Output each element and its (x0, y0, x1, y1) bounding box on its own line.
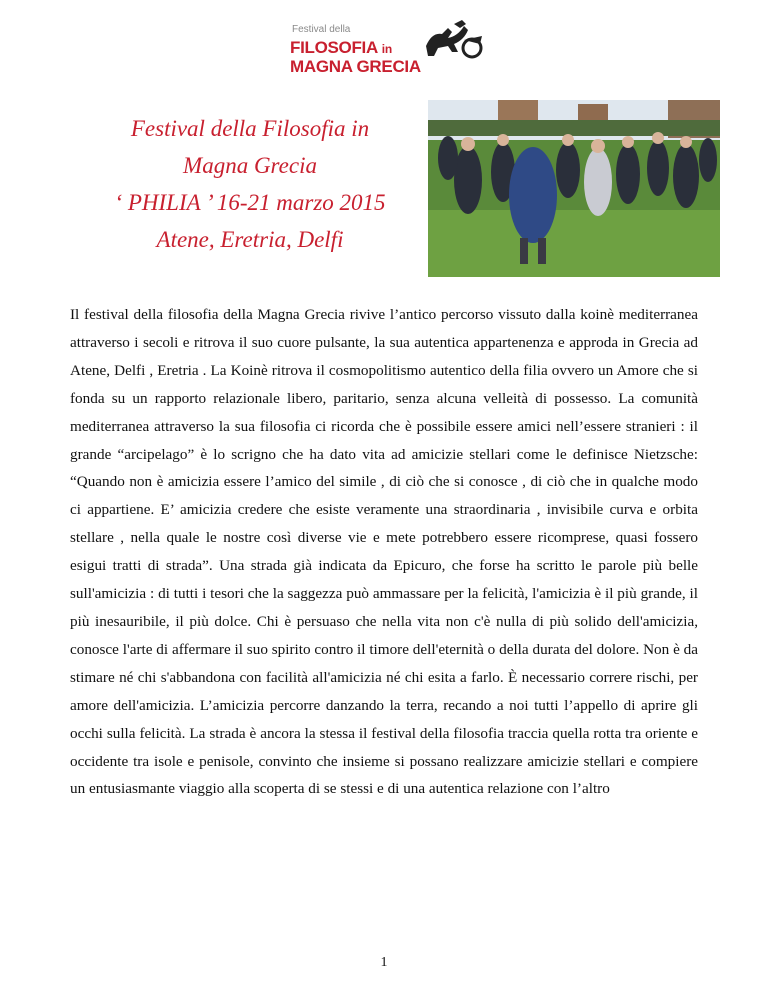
festival-logo (288, 18, 488, 80)
title-line-3: ‘ PHILIA ’ 16-21 marzo 2015 (114, 190, 386, 215)
logo-line-1: FILOSOFIA in (290, 38, 392, 57)
title-line-4: Atene, Eretria, Delfi (156, 227, 344, 252)
festival-title (70, 110, 430, 258)
logo-small-text: Festival della (292, 24, 351, 35)
festival-photo (428, 100, 720, 277)
chariot-icon (418, 18, 488, 60)
page-number: 1 (380, 955, 388, 970)
body-paragraph: Il festival della filosofia della Magna Grecia rivive l’antico percorso vissuto dalla koinè mediterranea attraverso i secoli e ritrova il suo cuore pulsante, la sua autentica appartenenza e approda in Grecia ad Atene, Delfi , Eretria . La Koinè ritrova il cosmopolitismo autentico della filia ovvero un Amore che si fonda su un rapporto relazionale libero, paritario, senza alcuna velleità di possesso. La comunità mediterranea attraverso la sua filosofia ci ricorda che è possibile essere amici nell’essere stranieri : il grande “arcipelago” è lo scrigno che ha dato vita ad amicizie stellari come le definisce Nietzsche: “Quando non è amicizia essere l’amico del simile , di ciò che si conosce , di ciò che in qualche modo ci appartiene. E’ amicizia credere che esiste veramente una straordinaria , invisibile curva e orbita stellare , nella quale le nostre così diverse vie e mete potrebbero essere ricomprese, quasi fossero esigui tratti di strada”. Una strada già indicata da Epicuro, che forse ha scritto le parole più belle sull'amicizia : di tutti i tesori che la saggezza può ammassare per la felicità, l'amicizia è il più grande, il più inesauribile, il più dolce. Chi è persuaso che nella vita non c'è nulla di più solido dell'amicizia, conosce l'arte di affermare il suo spirito contro il timore dell'eternità o della durata del dolore. Non è da stimare né chi s'abbandona con facilità all'amicizia né chi esita a farlo. È necessario correre rischi, per amore dell'amicizia. L’amicizia percorre danzando la terra, recando a noi tutti l’appello di aprire gli occhi sulla felicità. La strada è ancora la stessa il festival della filosofia traccia quella rotta tra oriente e occidente tra isole e penisole, convinto che insieme si possano realizzare amicizie stellari e compiere un entusiasmante viaggio alla scoperta di se stessi e di una autentica relazione con l’altro (70, 306, 698, 798)
title-line-1: Festival della Filosofia in (130, 116, 370, 141)
logo-line-2: MAGNA GRECIA (290, 57, 421, 76)
title-line-2: Magna Grecia (183, 153, 317, 178)
